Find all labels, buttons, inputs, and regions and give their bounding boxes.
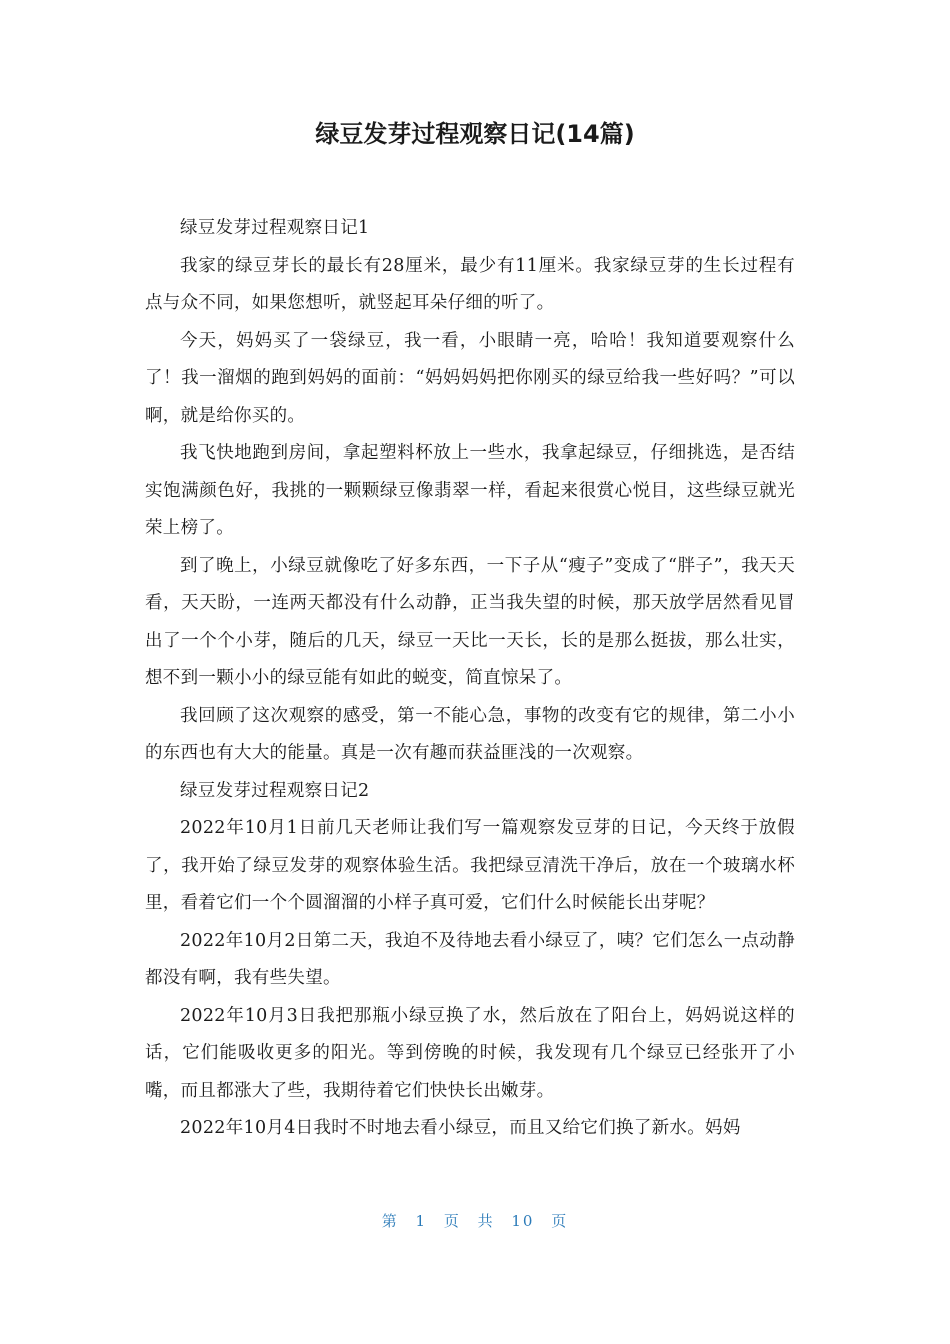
paragraph: 今天，妈妈买了一袋绿豆，我一看，小眼睛一亮，哈哈！我知道要观察什么了！我一溜烟的跑到妈妈的面前：“妈妈妈妈把你刚买的绿豆给我一些好吗？”可以啊，就是给你买的。 bbox=[145, 330, 795, 426]
paragraph: 到了晚上，小绿豆就像吃了好多东西，一下子从“瘦子”变成了“胖子”，我天天看，天天盼，一连两天都没有什么动静，正当我失望的时候，那天放学居然看见冒出了一个个小芽，随后的几天，绿豆一天比一天长，长的是那么挺拔，那么壮实，想不到一颗小小的绿豆能有如此的蜕变，简直惊呆了。 bbox=[145, 555, 795, 688]
paragraph: 2022年10月3日我把那瓶小绿豆换了水，然后放在了阳台上，妈妈说这样的话，它们能吸收更多的阳光。等到傍晚的时候，我发现有几个绿豆已经张开了小嘴，而且都涨大了些，我期待着它们快快长出嫩芽。 bbox=[145, 1005, 795, 1101]
paragraph: 我家的绿豆芽长的最长有28厘米，最少有11厘米。我家绿豆芽的生长过程有点与众不同，如果您想听，就竖起耳朵仔细的听了。 bbox=[145, 255, 795, 313]
paragraph: 2022年10月2日第二天，我迫不及待地去看小绿豆了，咦？它们怎么一点动静都没有啊，我有些失望。 bbox=[145, 930, 795, 988]
paragraph: 2022年10月1日前几天老师让我们写一篇观察发豆芽的日记，今天终于放假了，我开始了绿豆发芽的观察体验生活。我把绿豆清洗干净后，放在一个玻璃水杯里，看着它们一个个圆溜溜的小样子真可爱，它们什么时候能长出芽呢？ bbox=[145, 818, 795, 913]
document-body bbox=[145, 210, 795, 1148]
page-number-footer: 第 1 页 共 10 页 bbox=[381, 1212, 569, 1230]
paragraph: 2022年10月4日我时不时地去看小绿豆，而且又给它们换了新水。妈妈 bbox=[180, 1118, 741, 1138]
paragraph: 我飞快地跑到房间，拿起塑料杯放上一些水，我拿起绿豆，仔细挑选，是否结实饱满颜色好，我挑的一颗颗绿豆像翡翠一样，看起来很赏心悦目，这些绿豆就光荣上榜了。 bbox=[145, 443, 795, 538]
document-title: 绿豆发芽过程观察日记(14篇) bbox=[315, 120, 635, 148]
paragraph: 我回顾了这次观察的感受，第一不能心急，事物的改变有它的规律，第二小小的东西也有大大的能量。真是一次有趣而获益匪浅的一次观察。 bbox=[145, 705, 795, 763]
section-heading: 绿豆发芽过程观察日记1 bbox=[180, 218, 370, 238]
section-heading: 绿豆发芽过程观察日记2 bbox=[180, 780, 370, 801]
